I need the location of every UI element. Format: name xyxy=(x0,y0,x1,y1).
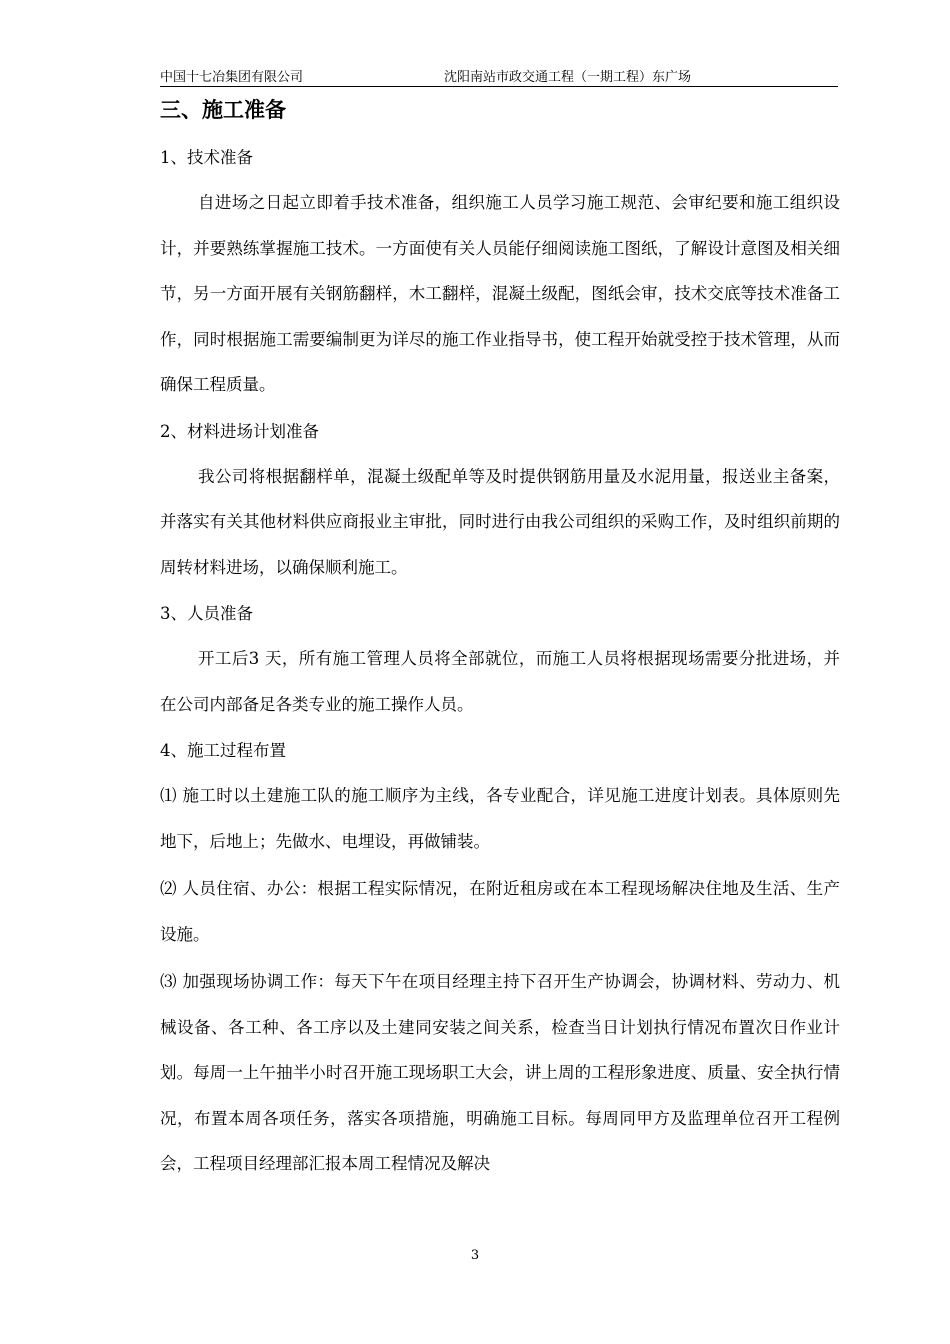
subsection-title-2: 2、材料进场计划准备 xyxy=(160,421,319,441)
list-item-3: ⑶ 加强现场协调工作：每天下午在项目经理主持下召开生产协调会，协调材料、劳动力、机械设备、各工种、各工序以及土建同安装之间关系，检查当日计划执行情况布置次日作业计划。每周一上午抽半小时召开施工现场职工大会，讲上周的工程形象进度、质量、安全执行情况，布置本周各项任务，落实各项措施，明确施工目标。每周同甲方及监理单位召开工程例会，工程项目经理部汇报本周工程情况及解决 xyxy=(160,972,840,1173)
header-project: 沈阳南站市政交通工程（一期工程）东广场 xyxy=(444,70,692,85)
document-body xyxy=(160,90,840,1187)
paragraph-staff-prep: 开工后3 天，所有施工管理人员将全部就位，而施工人员将根据现场需要分批进场，并在公司内部备足各类专业的施工操作人员。 xyxy=(160,649,840,714)
paragraph-material-prep: 我公司将根据翻样单，混凝土级配单等及时提供钢筋用量及水泥用量，报送业主备案，并落实有关其他材料供应商报业主审批，同时进行由我公司组织的采购工作，及时组织前期的周转材料进场，以确保顺利施工。 xyxy=(160,466,840,577)
header-company: 中国十七冶集团有限公司 xyxy=(160,70,304,85)
page-number: 3 xyxy=(470,1248,480,1263)
subsection-title-1: 1、技术准备 xyxy=(160,148,253,167)
list-item-1: ⑴ 施工时以土建施工队的施工顺序为主线，各专业配合，详见施工进度计划表。具体原则先地下，后地上；先做水、电埋设，再做铺装。 xyxy=(160,786,840,851)
page-header xyxy=(160,64,838,87)
list-item-2: ⑵ 人员住宿、办公：根据工程实际情况，在附近租房或在本工程现场解决住地及生活、生产设施。 xyxy=(160,879,840,944)
subsection-title-4: 4、施工过程布置 xyxy=(160,741,286,760)
section-title: 三、施工准备 xyxy=(160,97,286,122)
paragraph-technical-prep: 自进场之日起立即着手技术准备，组织施工人员学习施工规范、会审纪要和施工组织设计，并要熟练掌握施工技术。一方面使有关人员能仔细阅读施工图纸，了解设计意图及相关细节，另一方面开展有关钢筋翻样，木工翻样，混凝土级配，图纸会审，技术交底等技术准备工作，同时根据施工需要编制更为详尽的施工作业指导书，使工程开始就受控于技术管理，从而确保工程质量。 xyxy=(160,193,840,394)
subsection-title-3: 3、人员准备 xyxy=(160,604,253,623)
